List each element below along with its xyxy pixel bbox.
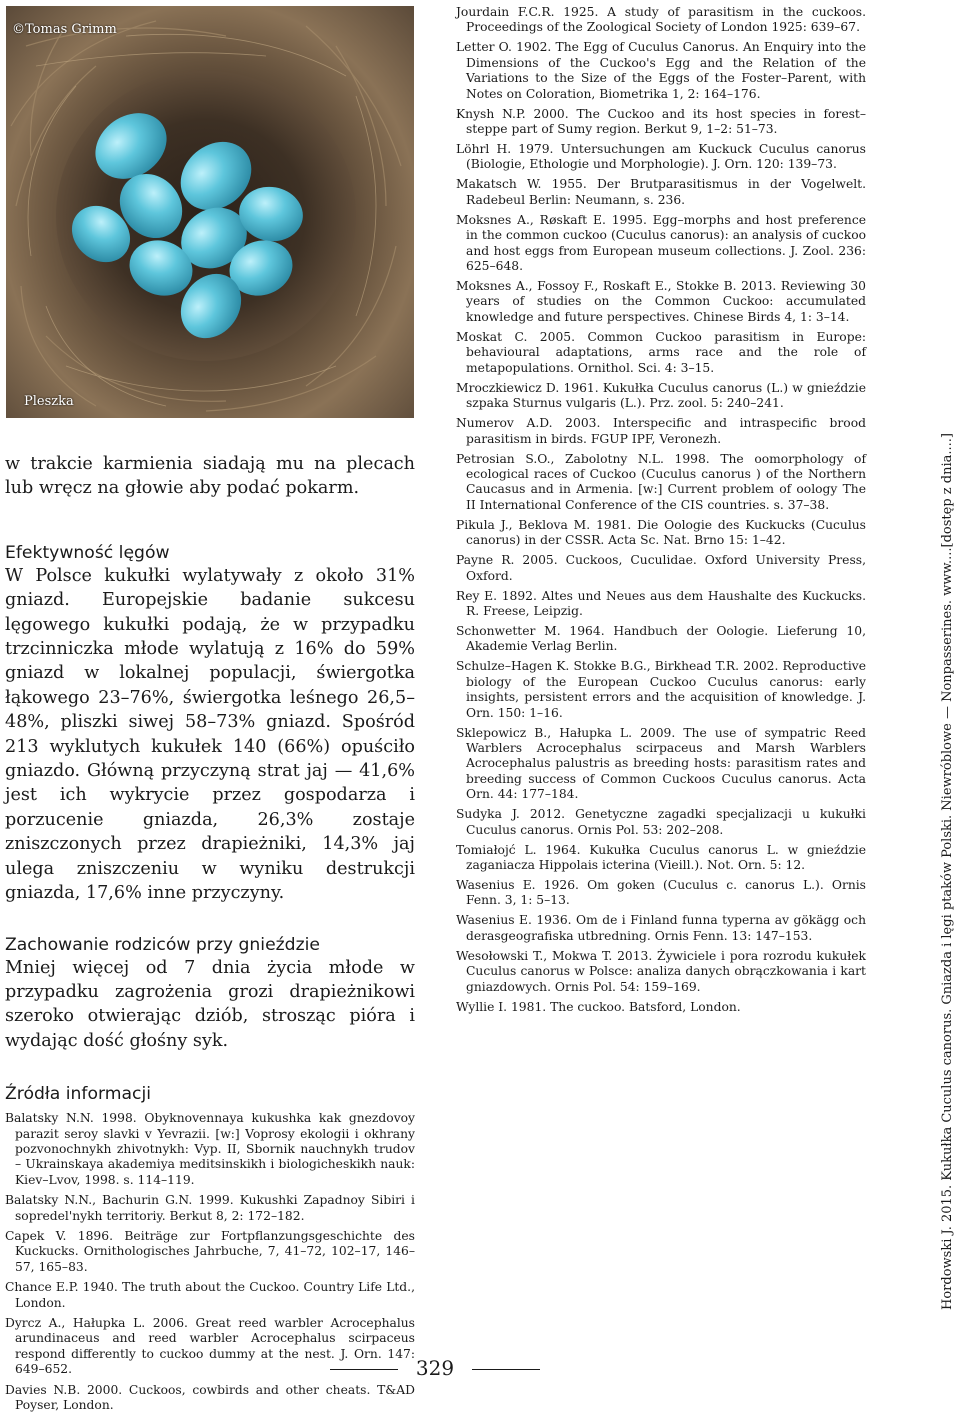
side-citation: Hordowski J. 2015. Kukułka Cuculus canorus. Gniazda i lęgi ptaków Polski. Niewróblowe — Nonpasserines. www....[dostęp z dnia....] [940, 433, 955, 1310]
reference-item: Balatsky N.N. 1998. Obyknovennaya kukushka kak gnezdovoy parazit seroy slavki v Yevrazii. [w:] Voprosy ekologii i okhrany pozvonochnykh zhivotnykh: Vyp. II, Sbornik nauchnykh trudov – Ukrainskaya akademiya meditsinskikh i biologicheskikh nauk: Kiev–Lvov, 1998. s. 114–119. [5, 1111, 415, 1187]
reference-item: Schulze–Hagen K. Stokke B.G., Birkhead T.R. 2002. Reproductive biology of the European Cuckoo Cuculus canorus: early insights, persistent errors and the acquisition of knowledge. J. Orn. 150: 1–16. [456, 659, 866, 720]
reference-item: Chance E.P. 1940. The truth about the Cuckoo. Country Life Ltd., London. [5, 1280, 415, 1310]
reference-item: Letter O. 1902. The Egg of Cuculus Canorus. An Enquiry into the Dimensions of the Cuckoo's Egg and the Relation of the Variations to the Size of the Eggs of the Foster–Parent, with Notes on Coloration, Biometrika 1, 2: 164–176. [456, 40, 866, 101]
reference-item: Mroczkiewicz D. 1961. Kukułka Cuculus canorus (L.) w gnieździe szpaka Sturnus vulgaris (L.). Prz. zool. 5: 240–241. [456, 380, 866, 411]
heading-effectiveness: Efektywność lęgów [5, 542, 170, 563]
photo-caption: Pleszka [24, 394, 74, 409]
reference-item: Wyllie I. 1981. The cuckoo. Batsford, London. [456, 999, 741, 1014]
reference-item: Wesołowski T., Mokwa T. 2013. Żywiciele i pora rozrodu kukułek Cuculus canorus w Polsce: analiza danych obrączkowania i kart gniazdowych. Ornis Pol. 54: 159–169. [456, 948, 866, 994]
reference-item: Balatsky N.N., Bachurin G.N. 1999. Kukushki Zapadnoy Sibiri i sopredel'nykh territoriy. Berkut 8, 2: 172–182. [5, 1193, 415, 1223]
nest-eggs-illustration [6, 6, 414, 418]
reference-item: Wasenius E. 1936. Om de i Finland funna typerna av gökägg och derasgeografiska utbredning. Ornis Fenn. 13: 147–153. [456, 913, 866, 943]
reference-item: Wasenius E. 1926. Om goken (Cuculus c. canorus L.). Ornis Fenn. 3, 1: 5–13. [456, 878, 866, 908]
reference-item: Pikula J., Beklova M. 1981. Die Oologie des Kuckucks (Cuculus canorus) in der CSSR. Acta Sc. Nat. Brno 15: 1–42. [456, 517, 866, 548]
reference-item: Tomiałojć L. 1964. Kukułka Cuculus canorus L. w gnieździe zaganiacza Hippolais icterina (Vieill.). Not. Orn. 5: 12. [456, 842, 866, 872]
footer-rule-left [330, 1369, 398, 1370]
reference-item: Davies N.B. 2000. Cuckoos, cowbirds and other cheats. T&AD Poyser, London. [5, 1382, 415, 1413]
heading-parent-behaviour: Zachowanie rodziców przy gnieździe [5, 934, 320, 955]
reference-item: Capek V. 1896. Beiträge zur Fortpflanzungsgeschichte des Kuckucks. Ornithologisches Jahrbuche, 7, 41–72, 102–17, 146–57, 165–83. [5, 1228, 415, 1274]
reference-item: Moskat C. 2005. Common Cuckoo parasitism in Europe: behavioural adaptations, arms race and the role of metapopulations. Ornithol. Sci. 4: 3–15. [456, 329, 866, 375]
reference-item: Moksnes A., Røskaft E. 1995. Egg–morphs and host preference in the common cuckoo (Cuculus canorus): an analysis of cuckoo and host eggs from European museum collections. J. Zool. 236: 625–648. [456, 212, 866, 274]
reference-item: Makatsch W. 1955. Der Brutparasitismus in der Vogelwelt. Radebeul Berlin: Neumann, s. 236. [456, 177, 866, 207]
reference-item: Dyrcz A., Hałupka L. 2006. Great reed warbler Acrocephalus arundinaceus and reed warbler Acrocephalus scirpaceus respond differently to cuckoo dummy at the nest. J. Orn. 147: 649–652. [5, 1316, 415, 1377]
left-column [5, 452, 415, 1418]
reference-item: Schonwetter M. 1964. Handbuch der Oologie. Lieferung 10, Akademie Verlag Berlin. [456, 623, 866, 654]
right-column [456, 5, 866, 1020]
reference-item: Löhrl H. 1979. Untersuchungen am Kuckuck Cuculus canorus (Biologie, Ethologie und Morphologie). J. Orn. 120: 139–73. [456, 142, 866, 172]
heading-sources: Źródła informacji [5, 1084, 152, 1105]
reference-item: Payne R. 2005. Cuckoos, Cuculidae. Oxford University Press, Oxford. [456, 553, 866, 583]
reference-item: Petrosian S.O., Zabolotny N.L. 1998. The oomorphology of ecological races of Cuckoo (Cuculus canorus ) of the Northern Caucasus and in Armenia. [w:] Current problem of oology The II International Conference of the CIS countries. s. 37–38. [456, 451, 866, 512]
reference-item: Moksnes A., Fossoy F., Roskaft E., Stokke B. 2013. Reviewing 30 years of studies on the Common Cuckoo: accumulated knowledge and future perspectives. Chinese Birds 4, 1: 3–14. [456, 279, 866, 324]
reference-item: Rey E. 1892. Altes und Neues aus dem Haushalte des Kuckucks. R. Freese, Leipzig. [456, 588, 866, 618]
reference-item: Numerov A.D. 2003. Interspecific and intraspecific brood parasitism in birds. FGUP IPF, Veronezh. [456, 416, 866, 446]
reference-item: Knysh N.P. 2000. The Cuckoo and its host species in forest–steppe part of Sumy region. Berkut 9, 1–2: 51–73. [456, 106, 866, 137]
behaviour-paragraph: Mniej więcej od 7 dnia życia młode w przypadku zagrożenia grozi drapieżnikowi szeroko otwierając dziób, strosząc pióra i wydając dość głośny syk. [5, 957, 415, 1051]
effectiveness-paragraph: W Polsce kukułki wylatywały z około 31% gniazd. Europejskie badanie sukcesu lęgowego kukułki podają, że w przypadku trzcinniczka młode wylatują z 16% do 59% gniazd w lokalnej populacji, świergotka łąkowego 23–76%, świergotka leśnego 26,5–48%, pliszki siwej 58–73% gniazd. Spośród 213 wyklutych kukułek 140 (66%) opuściło gniazdo. Główną przyczyną strat jaj — 41,6% jest ich wykrycie przez gospodarza i porzucenie gniazda, 26,3% zostaje zniszczonych przez drapieżniki, 14,3% jaj ulega zniszczeniu w wyniku destrukcji gniazda, 17,6% inne przyczyny. [5, 565, 415, 904]
reference-item: Sudyka J. 2012. Genetyczne zagadki specjalizacji u kukułki Cuculus canorus. Ornis Pol. 53: 202–208. [456, 807, 866, 837]
reference-item: Sklepowicz B., Hałupka L. 2009. The use of sympatric Reed Warblers Acrocephalus scirpaceus and Marsh Warblers Acrocephalus palustris as breeding hosts: parasitism rates and breeding success of Common Cuckoos Cuculus canorus. Acta Orn. 44: 177–184. [456, 725, 866, 802]
photo-credit: ©Tomas Grimm [12, 22, 117, 37]
page-number: 329 [415, 1356, 455, 1380]
nest-photo [6, 6, 414, 418]
reference-item: Jourdain F.C.R. 1925. A study of parasitism in the cuckoos. Proceedings of the Zoological Society of London 1925: 639–67. [456, 5, 866, 35]
footer-rule-right [472, 1369, 540, 1370]
intro-paragraph: w trakcie karmienia siadają mu na plecach lub wręcz na głowie aby podać pokarm. [5, 454, 415, 499]
